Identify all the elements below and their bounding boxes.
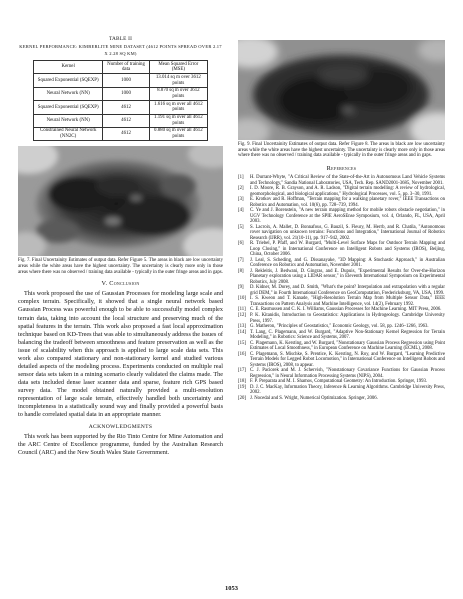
reference-number: [1] (238, 175, 244, 181)
reference-number: [12] (238, 313, 246, 318)
table-row (34, 127, 208, 140)
reference-text: D. Kidner, M. Dorey, and D. Smith, "What's the point? Interpolation and extrapolation with a regular grid DEM," in Fourth International Conference on GeoComputation, Fredericksburg, VA, USA, 1999. (250, 285, 445, 296)
reference-number: [19] (238, 384, 246, 390)
reference-item (238, 258, 445, 269)
reference-text: C. Ye and J. Borenstein, "A new terrain mapping method for mobile robots obstacle negotiation," in UGV Technology Conference at the SPIE AeroSEnse Symposium, vol. 4, Orlando, FL, USA, April 2003. (250, 208, 445, 225)
table-row (34, 101, 208, 114)
reference-number: [8] (238, 268, 244, 274)
reference-item (238, 396, 445, 402)
reference-item (238, 241, 445, 258)
table-cell: Constrained Neural Network (NN2C) (34, 127, 103, 140)
table-cell: 4612 (103, 101, 149, 114)
figure-7-image (18, 146, 223, 256)
reference-number: [6] (238, 241, 244, 247)
reference-number: [18] (238, 379, 246, 385)
reference-text: G. Matheron, "Principles of Geostatistics," Economic Geology, vol. 58, pp. 1246–1266, 1963. (250, 324, 429, 330)
table-row (34, 114, 208, 127)
reference-text: S. Lacroix, A. Mallet, D. Bonnafous, G. Bauzil, S. Fleury, M. Herrb, and R. Chatila, "Autonomous rover navigation on unknown terrains: Functions and Integration," International Journal of Robotics Research (IJRR), vol. 21(10-11), pp. 917–942, 2002. (250, 224, 445, 241)
reference-text: I. D. Moore, R. B. Grayson, and A. R. Ladson, "Digital terrain modelling: A review of hydrological, geomorphological, and biological applications," Hydrological Processes, vol. 5, pp. 3–30, 1991. (250, 186, 445, 197)
table-row (34, 74, 208, 87)
table-header: Mean Squared Error (MSE) (149, 61, 207, 74)
reference-text: C. E. Rasmussen and C. K. I. Williams, Gaussian Processes for Machine Learning. MIT Press, 2006. (250, 307, 442, 313)
reference-number: [9] (238, 285, 244, 291)
reference-text: H. Durrant-Whyte, "A Critical Review of the State-of-the-Art in Autonomous Land Vehicle Systems and Technology," Sandia National Laboratories, USA, Tech. Rep. SAND2001-3685, November 2001. (250, 175, 445, 186)
table-cell: Neural Network (NN) (34, 87, 103, 100)
reference-number: [7] (238, 257, 244, 263)
table-header-row (34, 61, 208, 74)
reference-item (238, 385, 445, 396)
table-cell: 1000 (103, 87, 149, 100)
reference-text: J. Nocedal and S. Wright, Numerical Optimization. Springer, 2006. (250, 395, 378, 401)
reference-number: [13] (238, 324, 246, 330)
reference-number: [16] (238, 351, 246, 357)
table-cell: 0.880 sq m over all 4612 points (149, 127, 207, 140)
uncertainty-map-graphic (238, 40, 445, 140)
kernel-performance-table (33, 60, 208, 141)
reference-text: C. Plagemann, K. Kersting, and W. Burgard, "Nonstationary Gaussian Process Regression using Point Estimates of Local Smoothness," in European Conference on Machine Learning (ECML), 2008. (250, 340, 445, 352)
reference-text: C. Plagemann, S. Mischke, S. Prentice, K. Kersting, N. Roy, and W. Burgard, "Learning Predictive Terrain Models for Legged Robot Locomotion," in International Conference on Intelligent Robots and Systems (IROS), 2008, to appear. (250, 351, 445, 368)
table-cell: Squared Exponential (SQEXP) (34, 74, 103, 87)
reference-text: D. J. C. MacKay, Information Theory, Inference & Learning Algorithms. Cambridge University Press, 2002. (250, 384, 445, 396)
reference-text: E. Krotkov and R. Hoffman, "Terrain mapping for a walking planetary rover," IEEE Transactions on Robotics and Automation, vol. 10(6), pp. 728–739, 1994. (250, 197, 445, 208)
reference-item (238, 186, 445, 197)
reference-number: [11] (238, 307, 246, 313)
conclusion-text: This work proposed the use of Gaussian Processes for modeling large scale and complex terrain. Specifically, it showed that a single neural network based Gaussian Process was powerful enough to be able to successfully model complex terrain data, taking into account the local structure and preserving much of the spatial features in the terrain. This work also proposed a fast local approximation technique based on KD-Trees that was able to simultaneously address the issues of balancing the tradeoff between smoothness and feature preservation as well as the issue of scalability when this approach is applied to large scale data sets. This work also compared stationary and non-stationary kernel and studied various detailed aspects of the modeling process. Experiments conducted on multiple real sensor data sets taken in a mining scenario clearly validated the claims made. The data sets included dense laser scanner data and sparse, feature rich GPS based survey data. The model obtained naturally provided a multi-resolution representation of large scale terrain, effectively handled both uncertainty and incompleteness in a statistically sound way and finally provided a powerful basis to handle correlated spatial data in an appropriate manner. (18, 290, 223, 419)
reference-text: J. Rekleitis, J. Bedwani, D. Gingras, and E. Dupuis, "Experimental Results for Over-the-Horizon Planetary exploration using a LIDAR sensor," in Eleventh International Symposium on Experimental Robotics, July 2008. (250, 268, 445, 285)
reference-number: [20] (238, 395, 246, 401)
reference-number: [4] (238, 208, 244, 214)
figure-9-image (238, 40, 445, 140)
right-column (238, 36, 445, 401)
reference-number: [10] (238, 296, 246, 302)
reference-item (238, 341, 445, 352)
reference-item (238, 175, 445, 186)
reference-number: [3] (238, 197, 244, 203)
reference-item (238, 285, 445, 296)
table-cell: 4612 (103, 114, 149, 127)
table-block (18, 36, 223, 141)
figure-9-caption: Fig. 9. Final Uncertainity Estimates of output data. Refer Figure 8. The areas in black are low uncertainty areas while the white areas have the highest uncertainty. The uncertainty is clearly more only in those areas where there was no observed / training data available - typically in the outer fringe areas and in gaps. (238, 142, 445, 159)
table-cell: 8.870 sq m over 3612 points (149, 87, 207, 100)
table-header: Kernel (34, 61, 103, 74)
reference-item (238, 208, 445, 225)
reference-number: [5] (238, 224, 244, 230)
reference-item (238, 225, 445, 242)
page-number: 1053 (225, 585, 238, 592)
table-cell: Neural Network (NN) (34, 114, 103, 127)
table-cell: 4612 (103, 127, 149, 140)
reference-text: C. J. Paciorek and M. J. Schervish, "Nonstationary Covariance Functions for Gaussian Process Regression," in Neural Information Processing Systems (NIPS), 2004. (250, 368, 445, 379)
reference-text: I. S. Kweon and T. Kanade, "High-Resolution Terrain Map from Multiple Sensor Data," IEEE Transactions on Pattern Analysis and Machine Intelligence, vol. 14(2), February 1992. (250, 296, 445, 307)
reference-item (238, 313, 445, 324)
acknowledgments-text: This work has been supported by the Rio Tinto Centre for Mine Automation and the ARC Centre of Excellence programme, funded by the Australian Research Council (ARC) and the New South Wales State Government. (18, 433, 223, 457)
reference-number: [15] (238, 340, 246, 346)
conclusion-heading: V. Conclusion (101, 280, 140, 288)
reference-number: [17] (238, 368, 246, 374)
reference-number: [2] (238, 186, 244, 192)
references-heading: References (326, 165, 357, 173)
references-list (238, 175, 445, 401)
reference-number: [14] (238, 329, 246, 335)
reference-text: J. Leal, S. Scheding, and G. Dissanayake, "3D Mapping: A Stochastic Approach," in Australian Conference on Robotics and Automation, November 2001. (250, 257, 445, 269)
table-number: TABLE II (108, 36, 133, 42)
reference-item (238, 352, 445, 369)
uncertainty-map-graphic (18, 146, 223, 256)
table-cell: Squared Exponential (SQEXP) (34, 101, 103, 114)
table-cell: 13.014 sq m over 3612 points (149, 74, 207, 87)
reference-text: R. Triebel, P. Pfaff, and W. Burgard, "Multi-Level Surface Maps for Outdoor Terrain Mapping and Loop Closing," in International Conference on Intelligent Robots and Systems (IROS), Beijing, China, October 2006. (250, 241, 445, 258)
figure-7-caption: Fig. 7. Final Uncertainity Estimates of output data. Refer Figure 5. The areas in black are low uncertainty areas while the white areas have the highest uncertainty. The uncertainty is clearly more only in those areas where there was no observed / training data available - typically in the outer fringe areas and in gaps. (18, 258, 223, 275)
reference-item (238, 296, 445, 307)
table-header: Number of training data (103, 61, 149, 74)
table-caption: KERNEL PERFORMANCE: KIMBERLITE MINE DATASET (4612 POINTS SPREAD OVER 2.17 X 2.28 SQ KM) (19, 44, 222, 56)
reference-text: F. P. Preparata and M. I. Shamos, Computational Geometry: An Introduction. Springer, 1993. (250, 379, 428, 385)
reference-item (238, 330, 445, 341)
reference-text: T. Lang, C. Plagemann, and W. Burgard, "Adaptive Non-Stationary Kernel Regression for Terrain Modeling," in Robotics: Science and Systems, 2007. (250, 329, 445, 341)
table-cell: 1.191 sq m over all 4612 points (149, 114, 207, 127)
reference-item (238, 269, 445, 286)
table-cell: 1.616 sq m over all 4612 points (149, 101, 207, 114)
reference-item (238, 368, 445, 379)
reference-text: P. K. Kitanidis, Introduction to Geostatistics: Applications in Hydrogeology. Cambridge University Press, 1997. (250, 313, 445, 324)
reference-item (238, 197, 445, 208)
table-row (34, 87, 208, 100)
left-column (18, 36, 223, 457)
acknowledgments-heading: ACKNOWLEDGMENTS (88, 424, 153, 431)
table-cell: 1000 (103, 74, 149, 87)
